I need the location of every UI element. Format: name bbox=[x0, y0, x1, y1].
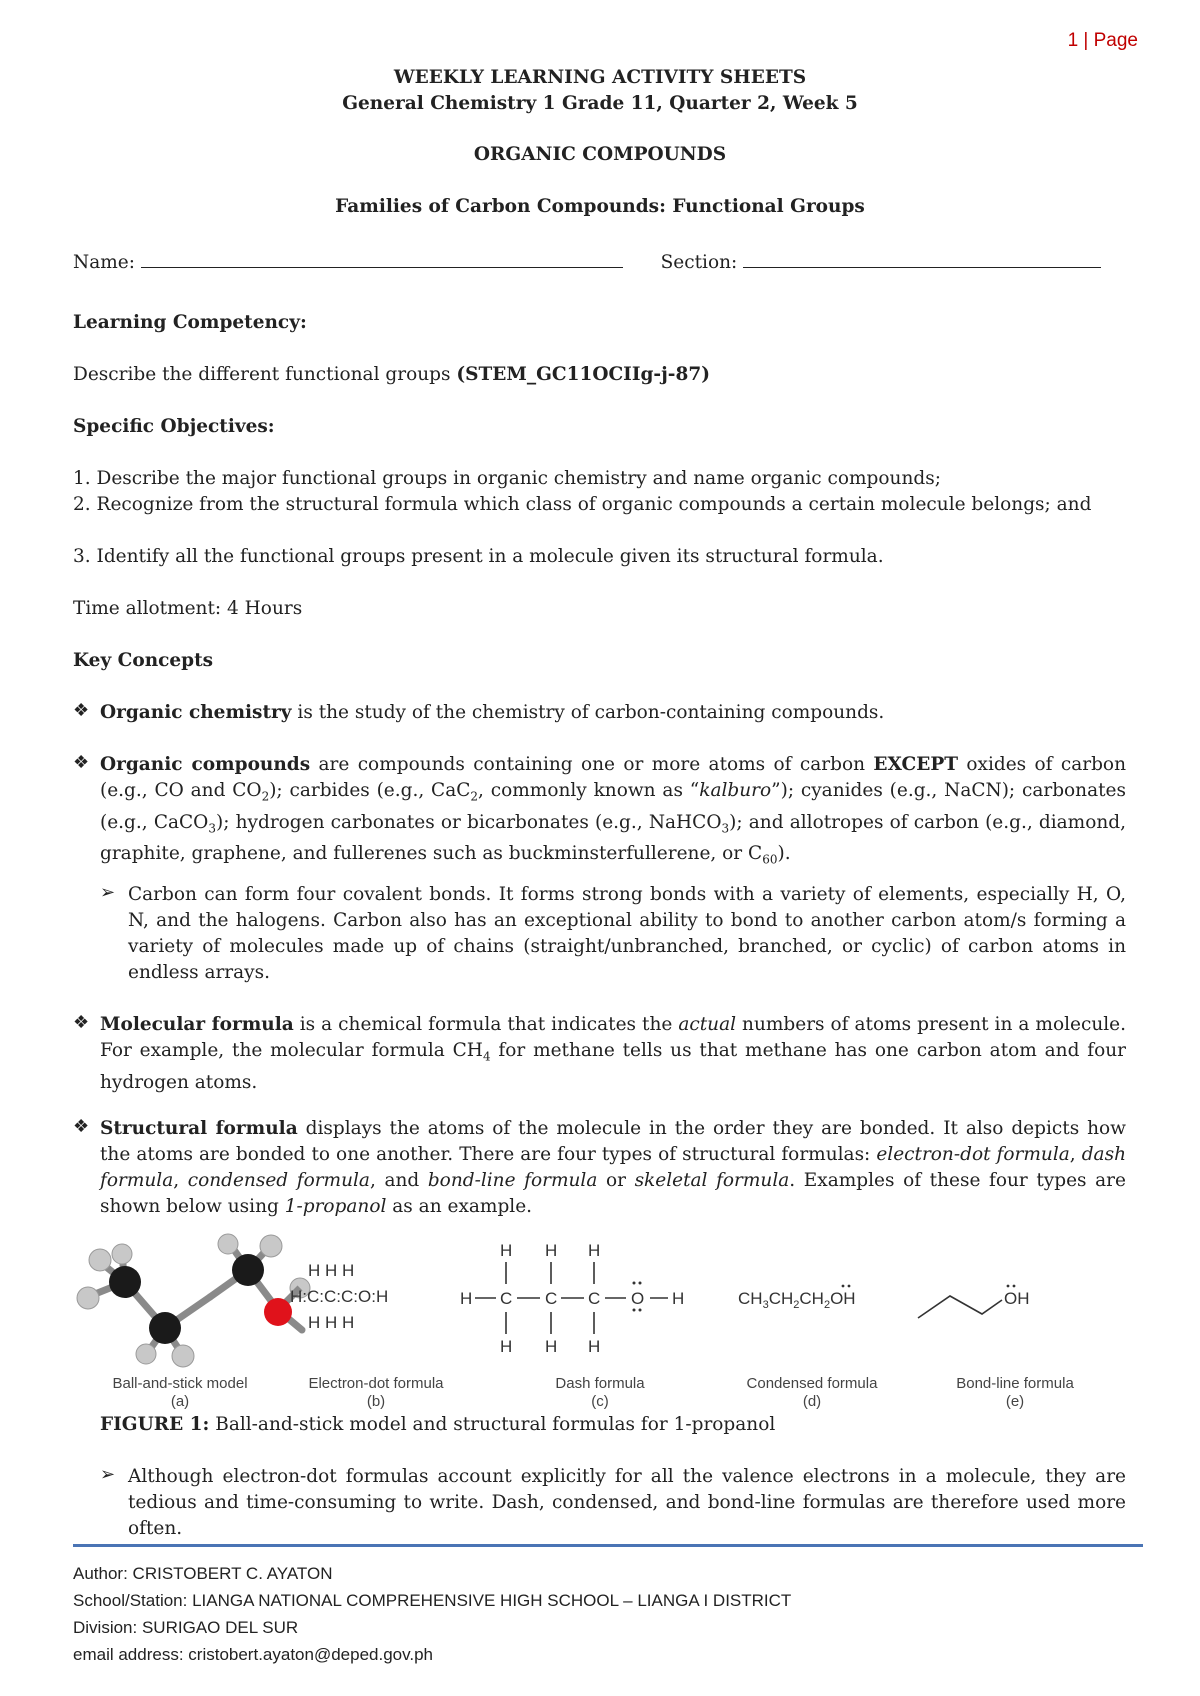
dash-atom-h: H bbox=[588, 1241, 601, 1260]
dash-atom-h: H bbox=[545, 1241, 558, 1260]
panel-caption: Electron-dot formula bbox=[308, 1375, 444, 1392]
dash-atom-h: H bbox=[500, 1241, 513, 1260]
bond-line-oh: OH bbox=[1004, 1289, 1030, 1308]
ball-and-stick-model bbox=[77, 1234, 310, 1367]
objectives-heading: Specific Objectives: bbox=[73, 416, 275, 437]
doc-subtitle: General Chemistry 1 Grade 11, Quarter 2, Week 5 bbox=[342, 93, 858, 114]
electron-dot-bottom-row: H H H bbox=[308, 1313, 355, 1332]
footer-email: email address: cristobert.ayaton@deped.gov.ph bbox=[73, 1645, 433, 1664]
organic-compounds-definition: Organic compounds are compounds containing one or more atoms of carbon EXCEPT oxides of carbon (e.g., CO and $CO_2$); carbides (e.g., CaC$_2$, commonly known as “kalburo”); cyanides (e.g., NaCN); carbonates (e.g., CaCO$_3$); hydrogen carbonates or bicarbonates (e.g., NaHCO$_3$); and allotropes of carbon (e.g., diamond, graphite, graphene, and fullerenes such as buckminsterfullerene, or $C_{60}$). bbox=[100, 754, 1127, 868]
panel-caption: Ball-and-stick model bbox=[112, 1375, 248, 1392]
diamond-bullet-icon: ❖ bbox=[73, 700, 90, 721]
doc-title: WEEKLY LEARNING ACTIVITY SHEETS bbox=[393, 67, 807, 88]
page-number: 1 | Page bbox=[1067, 30, 1138, 51]
panel-letter: (a) bbox=[170, 1393, 190, 1410]
section-field[interactable] bbox=[743, 249, 1101, 268]
electron-dot-formula bbox=[290, 1261, 388, 1332]
panel-letter: (e) bbox=[1005, 1393, 1025, 1410]
panel-letter: (c) bbox=[591, 1393, 609, 1410]
condensed-formula bbox=[738, 1285, 856, 1311]
dash-formula bbox=[460, 1241, 684, 1356]
name-section-row bbox=[73, 249, 1126, 276]
arrow-bullet-icon: ➢ bbox=[100, 882, 116, 903]
topic-heading: ORGANIC COMPOUNDS bbox=[473, 144, 727, 165]
panel-caption: Bond-line formula bbox=[956, 1375, 1074, 1392]
name-label: Name: bbox=[73, 252, 135, 273]
diamond-bullet-icon: ❖ bbox=[73, 1116, 90, 1137]
electron-dot-main-row: H:C:C:C:O:H bbox=[290, 1287, 389, 1306]
panel-caption: Dash formula bbox=[555, 1375, 645, 1392]
molecular-formula-definition: Molecular formula is a chemical formula that indicates the actual numbers of atoms present in a molecule. For example, the molecular formula $CH_4$ for methane tells us that methane has one carbon atom and four hydrogen atoms. bbox=[100, 1014, 1126, 1093]
footer-rule bbox=[73, 1544, 1143, 1547]
diamond-bullet-icon: ❖ bbox=[73, 1012, 90, 1033]
dash-atom-c: C bbox=[588, 1289, 601, 1308]
arrow-bullet-icon: ➢ bbox=[100, 1464, 116, 1485]
figure-caption: FIGURE 1: Ball-and-stick model and structural formulas for 1-propanol bbox=[100, 1414, 776, 1435]
dash-atom-h: H bbox=[500, 1337, 513, 1356]
competency-text: Describe the different functional groups (STEM_GC11OCIIg-j-87) bbox=[73, 364, 710, 385]
name-field[interactable] bbox=[141, 249, 623, 268]
panel-letter: (b) bbox=[366, 1393, 386, 1410]
objective-item: 3. Identify all the functional groups present in a molecule given its structural formula. bbox=[73, 546, 884, 567]
carbon-bonds-note: Carbon can form four covalent bonds. It forms strong bonds with a variety of elements, especially H, O, N, and the halogens. Carbon also has an exceptional ability to bond to another carbon atom/s forming a variety of molecules made up of chains (straight/unbranched, branched, or cyclic) of carbon atoms in endless arrays. bbox=[128, 884, 1126, 983]
footer-author: Author: CRISTOBERT C. AYATON bbox=[73, 1564, 333, 1583]
email-link[interactable]: cristobert.ayaton@deped.gov.ph bbox=[188, 1645, 433, 1664]
competency-code: (STEM_GC11OCIIg-j-87) bbox=[456, 364, 710, 385]
footer-school: School/Station: LIANGA NATIONAL COMPREHENSIVE HIGH SCHOOL – LIANGA I DISTRICT bbox=[73, 1591, 792, 1610]
propanol-figure bbox=[70, 1232, 1130, 1410]
subtopic-heading: Families of Carbon Compounds: Functional Groups bbox=[335, 196, 865, 217]
svg-text:CH3CH2CH2OH: $CH_3CH_2CH_2OH$ bbox=[738, 1289, 856, 1311]
dash-atom-c: C bbox=[500, 1289, 513, 1308]
footer-division: Division: SURIGAO DEL SUR bbox=[73, 1618, 299, 1637]
time-allotment: Time allotment: 4 Hours bbox=[73, 598, 303, 619]
key-concepts-heading: Key Concepts bbox=[73, 650, 214, 671]
bond-line-formula bbox=[918, 1285, 1030, 1318]
objective-item: 2. Recognize from the structural formula which class of organic compounds a certain molecule belongs; and bbox=[73, 494, 1092, 515]
organic-chemistry-definition: Organic chemistry is the study of the chemistry of carbon-containing compounds. bbox=[100, 702, 885, 723]
panel-caption: Condensed formula bbox=[746, 1375, 878, 1392]
dash-atom-c: C bbox=[545, 1289, 558, 1308]
electron-dot-note: Although electron-dot formulas account explicitly for all the valence electrons in a molecule, they are tedious and time-consuming to write. Dash, condensed, and bond-line formulas are therefore used more often. bbox=[128, 1466, 1126, 1539]
section-label: Section: bbox=[660, 252, 738, 273]
panel-letter: (d) bbox=[802, 1393, 822, 1410]
objective-item: 1. Describe the major functional groups in organic chemistry and name organic compounds; bbox=[73, 468, 941, 489]
dash-atom-h: H bbox=[460, 1289, 473, 1308]
diamond-bullet-icon: ❖ bbox=[73, 752, 90, 773]
dash-atom-o: O bbox=[631, 1289, 645, 1308]
structural-formula-definition: Structural formula displays the atoms of the molecule in the order they are bonded. It also depicts how the atoms are bonded to one another. There are four types of structural formulas: electron-dot formula, dash formula, condensed formula, and bond-line formula or skeletal formula. Examples of these four types are shown below using 1-propanol as an example. bbox=[100, 1118, 1126, 1217]
dash-atom-h: H bbox=[545, 1337, 558, 1356]
dash-atom-h: H bbox=[588, 1337, 601, 1356]
competency-heading: Learning Competency: bbox=[73, 312, 307, 333]
dash-atom-h: H bbox=[672, 1289, 685, 1308]
electron-dot-top-row: H H H bbox=[308, 1261, 355, 1280]
